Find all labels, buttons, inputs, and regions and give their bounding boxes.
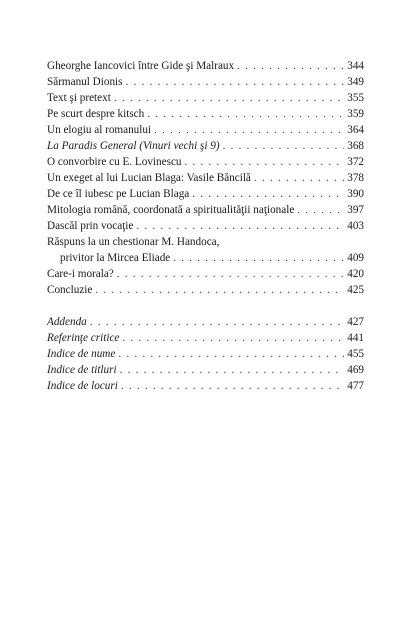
toc-entry-page: 359 (347, 108, 364, 120)
toc-entry-page: 427 (347, 316, 364, 328)
toc-entry (47, 122, 364, 138)
toc-entry (47, 74, 364, 90)
dot-leader (90, 314, 344, 330)
toc-entry-title: Referinţe critice (47, 332, 120, 344)
toc-entry-page: 477 (347, 380, 364, 392)
toc-entry (47, 362, 364, 378)
toc-entry (47, 58, 364, 74)
toc-entry-page: 349 (347, 76, 364, 88)
toc-entry (47, 154, 364, 170)
dot-leader (223, 138, 345, 154)
dot-leader (122, 330, 344, 346)
toc-entry-page: 344 (347, 60, 364, 72)
toc-entry-continuation (47, 250, 364, 266)
toc-entry-page: 397 (347, 204, 364, 216)
toc-entry-title: Mitologia română, coordonată a spiritualităţii naţionale (47, 204, 295, 216)
toc-entry-title: Care-i morala? (47, 268, 114, 280)
dot-leader (147, 106, 344, 122)
dot-leader (297, 202, 344, 218)
toc-entry-title-line2: privitor la Mircea Eliade (60, 252, 171, 264)
toc-entry-page: 355 (347, 92, 364, 104)
toc-entry-title: Indice de nume (47, 348, 116, 360)
dot-leader (192, 186, 344, 202)
toc-entry-title: O convorbire cu E. Lovinescu (47, 156, 182, 168)
toc-entry (47, 330, 364, 346)
toc-entry-page: 420 (347, 268, 364, 280)
dot-leader (121, 378, 344, 394)
toc-entry (47, 202, 364, 218)
toc-entry-title-line1: Răspuns la un chestionar M. Handoca, (47, 236, 220, 248)
toc-entry (47, 266, 364, 282)
dot-leader (95, 282, 344, 298)
dot-leader (114, 90, 344, 106)
toc-entry-page: 368 (347, 140, 364, 152)
dot-leader (237, 58, 344, 74)
dot-leader (118, 346, 344, 362)
toc-entry (47, 90, 364, 106)
toc-entry-title: Gheorghe Iancovici între Gide şi Malraux (47, 60, 235, 72)
toc-entry-title: Sărmanul Dionis (47, 76, 123, 88)
dot-leader (120, 362, 345, 378)
dot-leader (185, 154, 345, 170)
toc-entry-page: 441 (347, 332, 364, 344)
toc-entry-page: 403 (347, 220, 364, 232)
toc-entry-page: 425 (347, 284, 364, 296)
toc-entry (47, 282, 364, 298)
toc-entry-page: 455 (347, 348, 364, 360)
table-of-contents (47, 58, 364, 394)
toc-entry-title: De ce îl iubesc pe Lucian Blaga (47, 188, 190, 200)
toc-entry-title: Un elogiu al romanului (47, 124, 152, 136)
toc-entry-multiline (47, 234, 364, 266)
dot-leader (173, 250, 344, 266)
toc-entry-page: 390 (347, 188, 364, 200)
toc-entry (47, 106, 364, 122)
toc-entry (47, 314, 364, 330)
toc-entry-page: 409 (347, 252, 364, 264)
toc-entry (47, 378, 364, 394)
toc-entry-title: Text şi pretext (47, 92, 111, 104)
dot-leader (117, 266, 344, 282)
toc-entry-page: 378 (347, 172, 364, 184)
toc-entry-page: 469 (347, 364, 364, 376)
toc-entry-title: Concluzie (47, 284, 93, 296)
toc-entry (47, 186, 364, 202)
section-spacer (47, 298, 364, 314)
toc-entry-title: Un exeget al lui Lucian Blaga: Vasile Băncilă (47, 172, 251, 184)
toc-entry-title: Addenda (47, 316, 87, 328)
dot-leader (154, 122, 344, 138)
dot-leader (126, 74, 345, 90)
toc-entry (47, 218, 364, 234)
toc-entry-title: Pe scurt despre kitsch (47, 108, 145, 120)
toc-entry-page: 372 (347, 156, 364, 168)
toc-entry-title: Indice de locuri (47, 380, 118, 392)
dot-leader (254, 170, 344, 186)
toc-entry-page: 364 (347, 124, 364, 136)
toc-entry-title: La Paradis General (Vinuri vechi şi 9) (47, 140, 220, 152)
toc-entry (47, 170, 364, 186)
dot-leader (136, 218, 344, 234)
toc-entry-title: Dascăl prin vocaţie (47, 220, 134, 232)
toc-entry (47, 346, 364, 362)
toc-entry-title: Indice de titluri (47, 364, 117, 376)
toc-entry (47, 138, 364, 154)
